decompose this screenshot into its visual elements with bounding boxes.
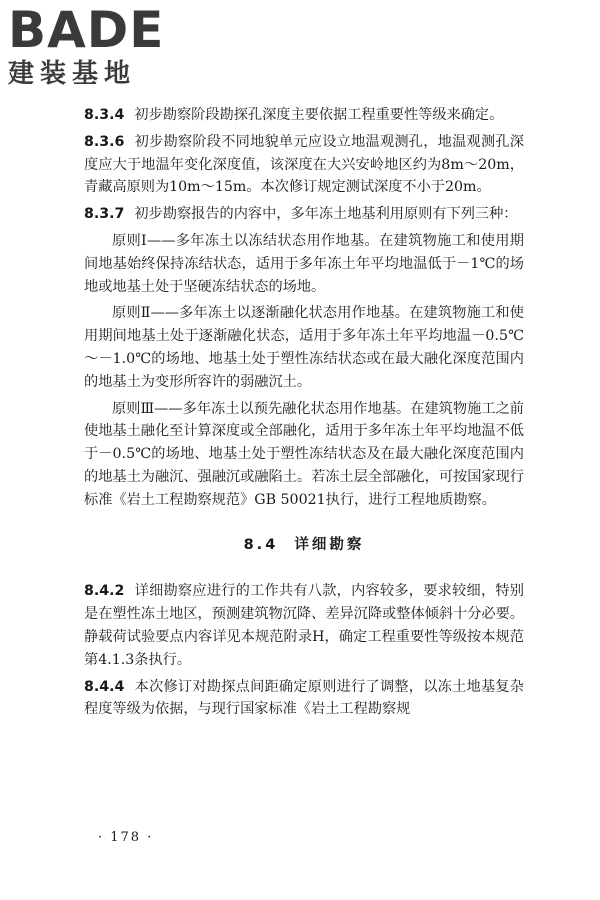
- clause-text: 初步勘察报告的内容中，多年冻土地基利用原则有下列三种：: [134, 206, 518, 223]
- clause-text: 初步勘察阶段勘探孔深度主要依据工程重要性等级来确定。: [134, 107, 504, 123]
- principle-3: 原则Ⅲ——多年冻土以预先融化状态用作地基。在建筑物施工之前使地基土融化至计算深度或全部融化，适用于多年冻土年平均地温不低于－0.5℃的场地、地基土处于塑性冻结状态及在最大融化深度范围内的地基土为融沉、强融沉或融陷土。若冻土层全部融化，可按国家现行标准《岩土工程勘察规范》GB 50021执行，进行工程地质勘察。: [84, 400, 524, 508]
- clause-8-4-2: [84, 580, 524, 671]
- clause-number: 8.3.4: [84, 107, 125, 123]
- document-body: [84, 104, 524, 725]
- clause-8-3-7: [84, 203, 524, 226]
- clause-number: 8.4.2: [84, 583, 125, 600]
- bade-logo: [8, 1, 178, 94]
- section-heading: [84, 534, 524, 557]
- principle-2: 原则Ⅱ——多年冻土以逐渐融化状态用作地基。在建筑物施工和使用期间地基土处于逐渐融化状态，适用于多年冻土年平均地温－0.5℃～－1.0℃的场地、地基土处于塑性冻结状态或在最大融化深度范围内的地基土为变形所容许的弱融沉土。: [84, 305, 524, 390]
- clause-text: 详细勘察应进行的工作共有八款，内容较多，要求较细，特别是在塑性冻土地区，预测建筑物沉降、差异沉降或整体倾斜十分必要。静载荷试验要点内容详见本规范附录H，确定工程重要性等级按本规范第4.1.3条执行。: [84, 583, 524, 668]
- clause-text: 初步勘察阶段不同地貌单元应设立地温观测孔，地温观测孔深度应大于地温年变化深度值，该深度在大兴安岭地区约为8m～20m，青藏高原则为10m～15m。本次修订规定测试深度不小于20m。: [84, 133, 524, 196]
- principle-1: 原则Ⅰ——多年冻土以冻结状态用作地基。在建筑物施工和使用期间地基始终保持冻结状态，适用于多年冻土年平均地温低于－1℃的场地或地基土处于坚硬冻结状态的场地。: [84, 232, 524, 295]
- clause-number: 8.3.7: [84, 206, 125, 223]
- clause-8-3-4: [84, 104, 524, 127]
- clause-number: 8.4.4: [84, 678, 125, 695]
- clause-8-4-4: [84, 676, 524, 722]
- section-number: 8.4: [243, 536, 279, 553]
- clause-text: 本次修订对勘探点间距确定原则进行了调整，以冻土地基复杂程度等级为依据，与现行国家标准《岩土工程勘察规: [84, 678, 524, 718]
- clause-8-3-6: [84, 131, 524, 199]
- section-title: 详细勘察: [294, 536, 365, 553]
- logo-subtitle: 建装基地: [8, 59, 137, 89]
- clause-number: 8.3.6: [84, 133, 125, 150]
- page-number: · 178 ·: [98, 830, 154, 845]
- logo-word: BADE: [8, 1, 165, 59]
